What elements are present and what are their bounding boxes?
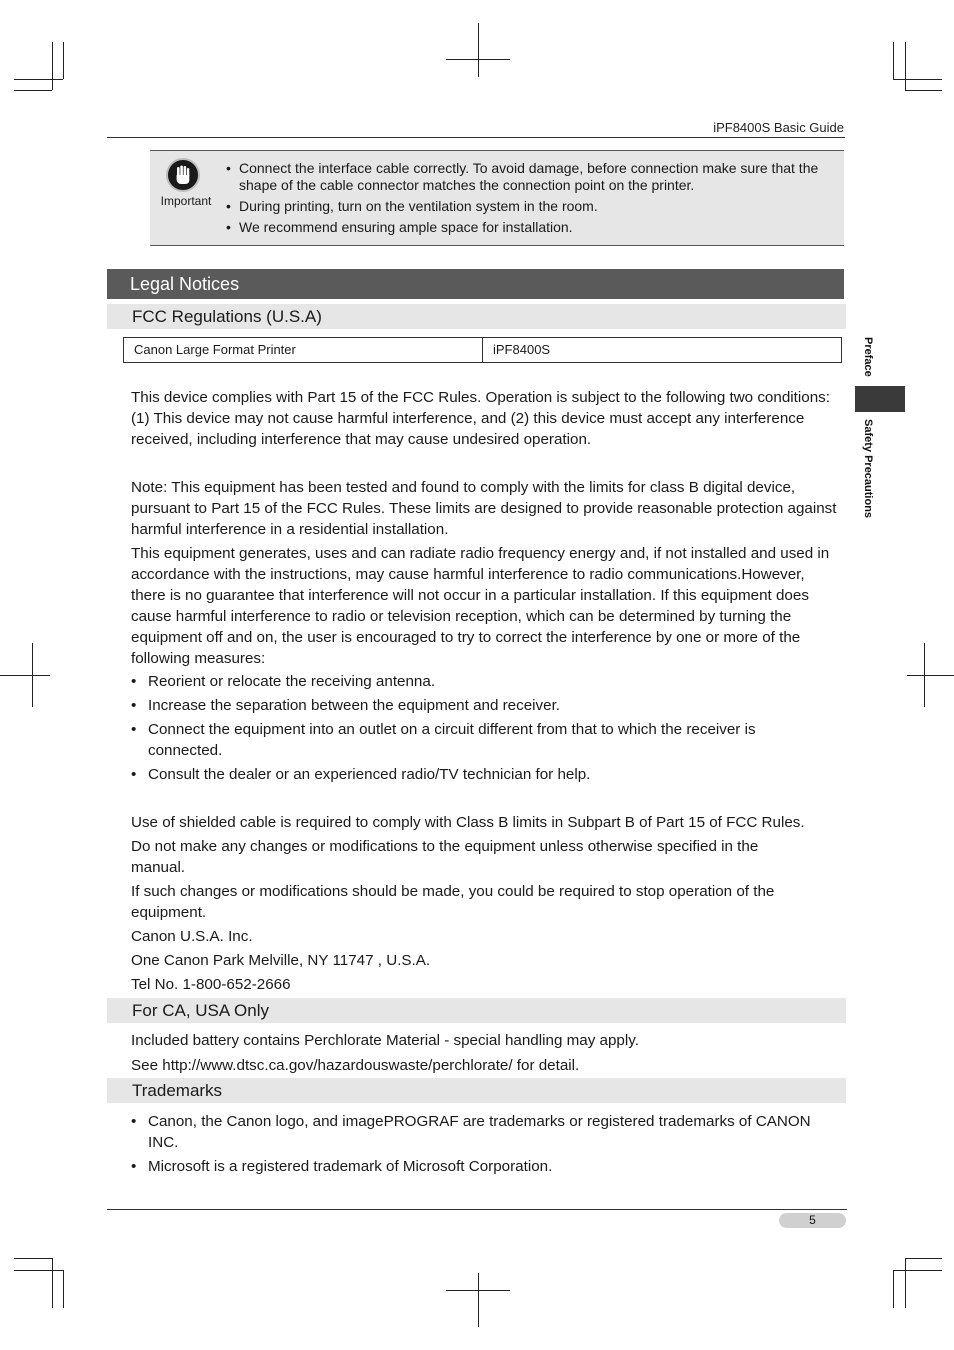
important-item: • We recommend ensuring ample space for installation.: [226, 219, 840, 236]
ca-heading: For CA, USA Only: [107, 998, 846, 1023]
model-table-product: Canon Large Format Printer: [124, 338, 483, 362]
fcc-paragraph: This device complies with Part 15 of the FCC Rules. Operation is subject to the following two conditions: (1) This device may not cause harmful interference, and (2) this device must accept any interference received, including interference that may cause undesired operation.: [131, 389, 830, 448]
side-tab-preface[interactable]: Preface: [862, 337, 874, 377]
important-item: • During printing, turn on the ventilation system in the room.: [226, 198, 840, 215]
list-item: • Increase the separation between the equipment and receiver.: [131, 697, 561, 714]
ca-line: Included battery contains Perchlorate Material - special handling may apply.: [131, 1032, 639, 1049]
important-item: • Connect the interface cable correctly. To avoid damage, before connection make sure that the shape of the cable connector matches the connection point on the printer.: [226, 160, 840, 194]
list-item: • Microsoft is a registered trademark of Microsoft Corporation.: [131, 1158, 553, 1175]
company-tel: Tel No. 1-800-652-2666: [131, 976, 291, 993]
header-divider: [107, 137, 845, 138]
guide-title: iPF8400S Basic Guide: [713, 120, 844, 135]
hand-stop-icon: [166, 158, 200, 192]
list-item: • Connect the equipment into an outlet on a circuit different from that to which the receiver is connected.: [131, 721, 756, 759]
side-tab-marker: [855, 386, 905, 412]
fcc-paragraph: This equipment generates, uses and can radiate radio frequency energy and, if not installed and used in accordance with the instructions, may cause harmful interference to radio communications.However, there is no guarantee that interference will not occur in a particular installation. If this equipment does cause harmful interference to radio or television reception, which can be determined by turning the equipment off and on, the user is encouraged to try to correct the interference by one or more of the following measures:: [131, 545, 830, 667]
fcc-heading: FCC Regulations (U.S.A): [107, 304, 846, 329]
company-address: One Canon Park Melville, NY 11747 , U.S.A.: [131, 952, 431, 969]
company-name: Canon U.S.A. Inc.: [131, 928, 253, 945]
model-table-model: iPF8400S: [493, 342, 551, 357]
important-list: [226, 160, 840, 240]
list-item: • Canon, the Canon logo, and imagePROGRAF are trademarks or registered trademarks of CANON INC.: [131, 1113, 811, 1151]
fcc-paragraph: Do not make any changes or modifications to the equipment unless otherwise specified in the manual.: [131, 838, 759, 876]
important-note: [150, 150, 844, 246]
section-title: Legal Notices: [107, 269, 844, 299]
list-item: • Reorient or relocate the receiving antenna.: [131, 673, 436, 690]
list-item: • Consult the dealer or an experienced radio/TV technician for help.: [131, 766, 591, 783]
fcc-paragraph: Use of shielded cable is required to comply with Class B limits in Subpart B of Part 15 of FCC Rules.: [131, 814, 805, 831]
side-tab-safety-precautions[interactable]: Safety Precautions: [862, 419, 874, 519]
ca-line: See http://www.dtsc.ca.gov/hazardouswaste/perchlorate/ for detail.: [131, 1057, 580, 1074]
important-label: Important: [160, 194, 212, 208]
footer-divider: [107, 1209, 847, 1210]
page-number: 5: [779, 1213, 846, 1228]
fcc-paragraph: If such changes or modifications should be made, you could be required to stop operation of the equipment.: [131, 883, 775, 921]
fcc-paragraph: Note: This equipment has been tested and found to comply with the limits for class B digital device, pursuant to Part 15 of the FCC Rules. These limits are designed to provide reasonable protection against harmful interference in a residential installation.: [131, 479, 837, 538]
model-table: [123, 337, 842, 363]
trademarks-heading: Trademarks: [107, 1078, 846, 1103]
